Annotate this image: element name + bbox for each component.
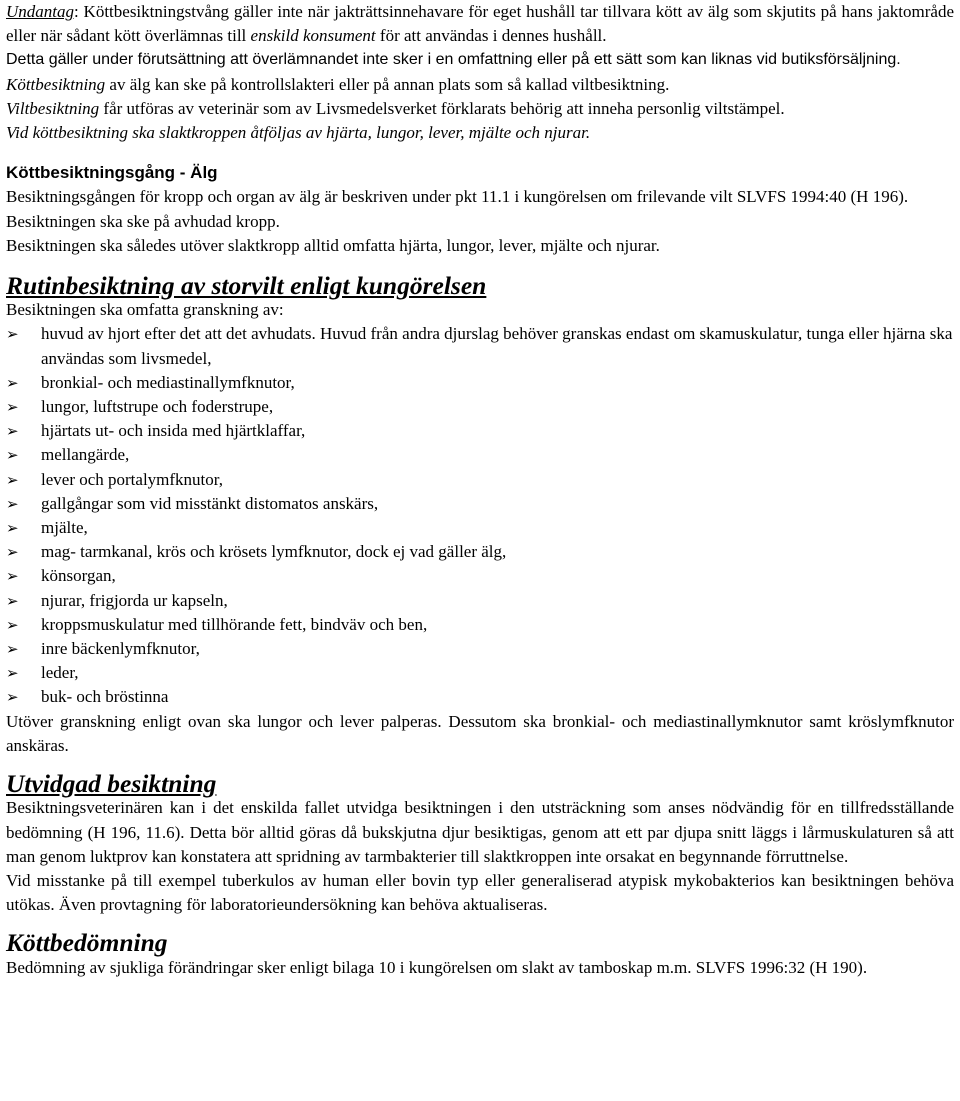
arrowhead-bullet-icon: ➢ [6,470,19,489]
vid-kottbesiktning-note: Vid köttbesiktning ska slaktkroppen åtföljas av hjärta, lungor, lever, mjälte och njurar. [6,123,591,143]
rutin-list-item-text: lever och portalymfknutor, [41,469,224,489]
rutin-list-item [6,613,954,637]
rutin-list-item [6,564,954,588]
rutin-list-item [6,492,954,516]
rutin-intro: Besiktningen ska omfatta granskning av: [6,300,284,320]
rutin-list-item [6,371,954,395]
rutin-heading: Rutinbesiktning av storvilt enligt kungörelsen [6,271,487,301]
viltbesiktning-paragraph [6,97,954,121]
rutin-list-item-text: kroppsmuskulatur med tillhörande fett, bindväv och ben, [41,614,428,634]
arrowhead-bullet-icon: ➢ [6,373,19,392]
utvidgad-paragraph-2: Vid misstanke på till exempel tuberkulos av human eller bovin typ eller generaliserad atypisk mykobakterios kan besiktningen behöva utökas. Även provtagning för laboratorieundersökning kan behöva aktualiseras. [6,870,954,915]
rutin-list-item-text: buk- och bröstinna [41,687,169,707]
undantag-paragraph [6,0,954,48]
bedomning-heading: Köttbedömning [6,928,168,958]
arrowhead-bullet-icon: ➢ [6,664,19,683]
gang-paragraph-1: Besiktningsgången för kropp och organ av älg är beskriven under pkt 11.1 i kungörelsen om frilevande vilt SLVFS 1994:40 (H 196). [6,187,909,207]
rutin-list-item-text: hjärtats ut- och insida med hjärtklaffar, [41,421,306,441]
arrowhead-bullet-icon: ➢ [6,688,19,707]
rutin-list-item-text: mellangärde, [41,445,130,465]
rutin-after-paragraph: Utöver granskning enligt ovan ska lungor och lever palperas. Dessutom ska bronkial- och mediastinallymknutor samt kröslymfknutor anskäras. [6,711,954,755]
gang-heading: Köttbesiktningsgång - Älg [6,163,218,183]
undantag-text-a: : Köttbesiktningstvång gäller inte när jakträttsinnehavare för eget hushåll tar tillvara kött av älg som skjutits på hans jaktområde eller när sådant kött överlämnas till [6,2,954,46]
rutin-list-item [6,395,954,419]
rutin-list-item [6,637,954,661]
rutin-list [6,322,954,709]
arrowhead-bullet-icon: ➢ [6,446,19,465]
undantag-emphasis: enskild konsument [250,26,376,46]
rutin-list-item-text: leder, [41,663,79,683]
viltbesiktning-term: Viltbesiktning [6,98,100,118]
utvidgad-paragraph-1: Besiktningsveterinären kan i det enskilda fallet utvidga besiktningen i den utsträckning som anses nödvändig för en tillfredsställande bedömning (H 196, 11.6). Detta bör alltid göras då bukskjutna djur besiktigas, genom att ett par djupa snitt läggs i lårmuskulaturen så att man genom luktprov kan konstatera att spridning av tarmbakterier till slaktkroppen inte orsakat en begynnande förruttnelse. [6,798,954,866]
arrowhead-bullet-icon: ➢ [6,325,19,344]
rutin-list-item-text: bronkial- och mediastinallymfknutor, [41,372,295,392]
rutin-list-item [6,322,954,370]
arrowhead-bullet-icon: ➢ [6,591,19,610]
arrowhead-bullet-icon: ➢ [6,494,19,513]
rutin-list-item-text: mag- tarmkanal, krös och krösets lymfknutor, dock ej vad gäller älg, [41,542,507,562]
arrowhead-bullet-icon: ➢ [6,615,19,634]
gang-paragraph-2: Besiktningen ska ske på avhudad kropp. [6,211,280,231]
arrowhead-bullet-icon: ➢ [6,519,19,538]
rutin-list-item [6,419,954,443]
rutin-list-item-text: inre bäckenlymfknutor, [41,639,200,659]
rutin-list-item-text: mjälte, [41,518,88,538]
rutin-list-item-text: huvud av hjort efter det att det avhudats. Huvud från andra djurslag behöver granskas endast om skamuskulatur, tunga eller hjärna ska användas som livsmedel, [41,324,953,368]
rutin-list-item [6,540,954,564]
kottbesiktning-paragraph [6,73,954,97]
gang-paragraph-3: Besiktningen ska således utöver slaktkropp alltid omfatta hjärta, lungor, lever, mjälte och njurar. [6,235,660,255]
rutin-list-item [6,589,954,613]
bedomning-paragraph: Bedömning av sjukliga förändringar sker enligt bilaga 10 i kungörelsen om slakt av tamboskap m.m. SLVFS 1996:32 (H 190). [6,957,868,977]
rutin-list-item [6,685,954,709]
kottbesiktning-term: Köttbesiktning [6,74,106,94]
arrowhead-bullet-icon: ➢ [6,398,19,417]
rutin-list-item-text: könsorgan, [41,566,116,586]
rutin-list-item-text: gallgångar som vid misstänkt distomatos anskärs, [41,493,379,513]
arrowhead-bullet-icon: ➢ [6,422,19,441]
arrowhead-bullet-icon: ➢ [6,640,19,659]
detta-paragraph: Detta gäller under förutsättning att överlämnandet inte sker i en omfattning eller på ett sätt som kan liknas vid butiksförsäljning. [6,51,901,69]
utvidgad-heading: Utvidgad besiktning [6,769,217,799]
undantag-text-b: för att användas i dennes hushåll. [375,26,607,46]
viltbesiktning-text: får utföras av veterinär som av Livsmedelsverket förklarats behörig att inneha personlig viltstämpel. [99,98,785,118]
rutin-list-item-text: njurar, frigjorda ur kapseln, [41,590,228,610]
rutin-list-item [6,443,954,467]
rutin-list-item [6,468,954,492]
undantag-label: Undantag [6,2,74,21]
rutin-list-item [6,516,954,540]
arrowhead-bullet-icon: ➢ [6,543,19,562]
rutin-list-item-text: lungor, luftstrupe och foderstrupe, [41,397,274,417]
arrowhead-bullet-icon: ➢ [6,567,19,586]
kottbesiktning-text: av älg kan ske på kontrollslakteri eller på annan plats som så kallad viltbesiktning. [105,74,670,94]
rutin-list-item [6,661,954,685]
